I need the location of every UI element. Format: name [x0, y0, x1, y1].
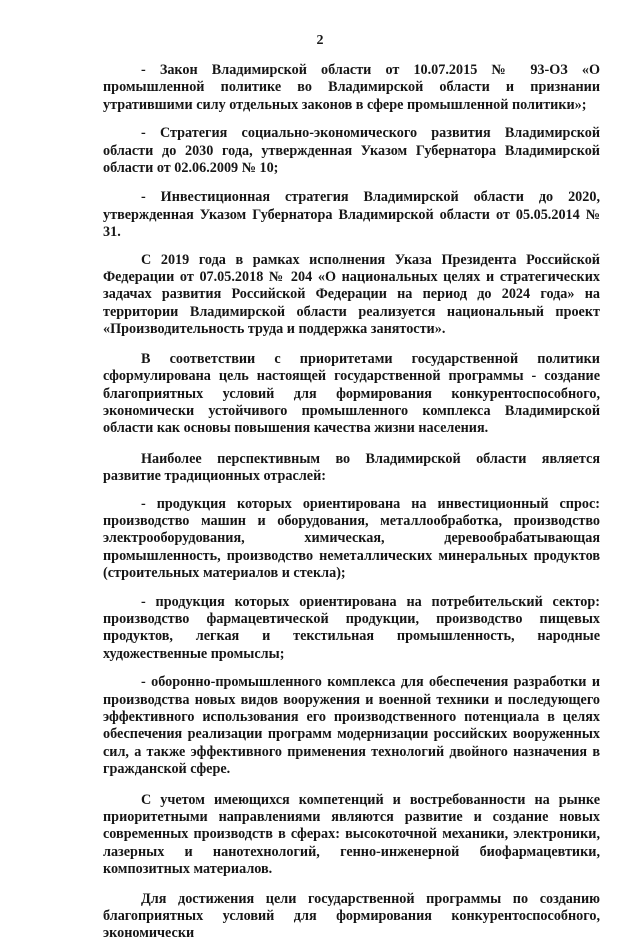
paragraph-priority-directions: С учетом имеющихся компетенций и востребованности на рынке приоритетными направлениями являются развитие и создание новых современных производств в сферах: высокоточной механики, электроники, лазерных и нанотехнологий, генно-инженерной биофармацевтики, композитных материалов.	[103, 791, 600, 878]
paragraph-consumer-sector-list-item: - продукция которых ориентирована на потребительский сектор: производство фармацевтической продукции, производство пищевых продуктов, легкая и текстильная промышленность, народные художественные промыслы;	[103, 593, 600, 662]
paragraph-investment-strategy-list-item: - Инвестиционная стратегия Владимирской области до 2020, утвержденная Указом Губернатора Владимирской области от 05.05.2014 № 31.	[103, 189, 600, 241]
paragraph-goal-achievement: Для достижения цели государственной программы по созданию благоприятных условий для формирования конкурентоспособного, экономически	[103, 890, 600, 942]
paragraph-strategy-list-item: - Стратегия социально-экономического развития Владимирской области до 2030 года, утвержденная Указом Губернатора Владимирской области от 02.06.2009 № 10;	[103, 125, 600, 177]
document-body	[103, 62, 600, 943]
paragraph-traditional-industries: Наиболее перспективным во Владимирской области является развитие традиционных отраслей:	[103, 450, 600, 485]
paragraph-law-list-item: - Закон Владимирской области от 10.07.2015 № 93-ОЗ «О промышленной политике во Владимирской области и признании утратившими силу отдельных законов в сфере промышленной политики»;	[103, 62, 600, 113]
paragraph-defense-complex-list-item: - оборонно-промышленного комплекса для обеспечения разработки и производства новых видов вооружения и военной техники и последующего эффективного использования его производственного потенциала в целях обеспечения реализации программ модернизации российских вооруженных сил, а также эффективного применения технологий двойного назначения в гражданской сфере.	[103, 674, 600, 778]
paragraph-national-project: С 2019 года в рамках исполнения Указа Президента Российской Федерации от 07.05.2018 № 204 «О национальных целях и стратегических задачах развития Российской Федерации на период до 2024 года» на территории Владимирской области реализуется национальный проект «Производительность труда и поддержка занятости».	[103, 251, 600, 338]
paragraph-program-goal: В соответствии с приоритетами государственной политики сформулирована цель настоящей государственной программы - создание благоприятных условий для формирования конкурентоспособного, экономически устойчивого промышленного комплекса Владимирской области как основы повышения качества жизни населения.	[103, 350, 600, 437]
paragraph-investment-demand-list-item: - продукция которых ориентирована на инвестиционный спрос: производство машин и оборудования, металлообработка, производство электрооборудования, химическая, деревообрабатывающая промышленность, производство неметаллических минеральных продуктов (строительных материалов и стекла);	[103, 495, 600, 582]
page-number: 2	[316, 33, 324, 48]
